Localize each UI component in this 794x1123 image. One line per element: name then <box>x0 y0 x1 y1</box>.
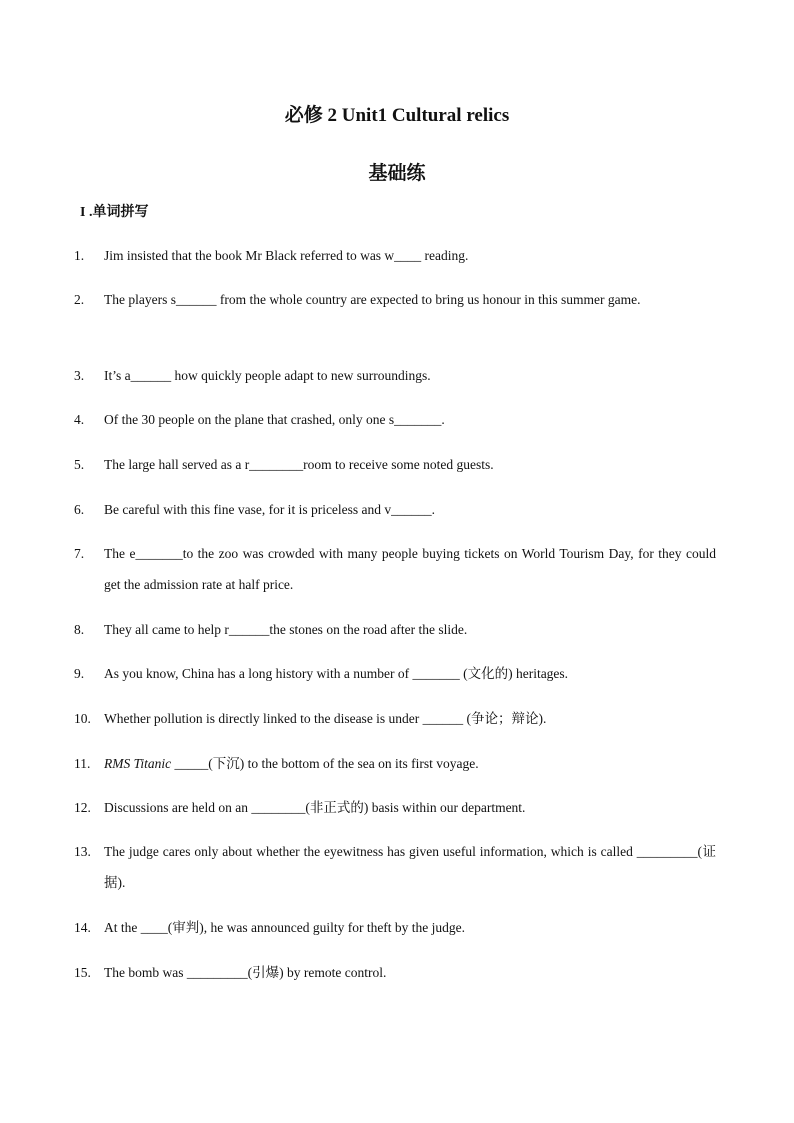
question-text-rest: _____(下沉) to the bottom of the sea on its first voyage. <box>171 756 479 771</box>
question-number: 14. <box>74 920 91 935</box>
question-9 <box>74 658 716 689</box>
question-11 <box>74 748 716 779</box>
question-1 <box>74 240 716 271</box>
question-2 <box>74 284 716 315</box>
question-number: 13. <box>74 844 91 859</box>
question-number: 2. <box>74 292 85 307</box>
question-number: 10. <box>74 711 91 726</box>
question-text: The players s______ from the whole country are expected to bring us honour in this summer game. <box>104 292 641 307</box>
question-text: The judge cares only about whether the eyewitness has given useful information, which is called _________(证据). <box>104 844 716 890</box>
question-text: As you know, China has a long history with a number of _______ (文化的) heritages. <box>104 666 569 681</box>
question-6 <box>74 494 716 525</box>
page-subtitle: 基础练 <box>368 163 426 184</box>
question-number: 3. <box>74 368 85 383</box>
question-10 <box>74 703 716 734</box>
question-text: The e_______to the zoo was crowded with many people buying tickets on World Tourism Day, for they could get the admission rate at half price. <box>104 546 716 592</box>
question-8 <box>74 614 716 645</box>
section-heading: I .单词拼写 <box>80 205 149 220</box>
question-number: 1. <box>74 248 85 263</box>
question-13 <box>74 836 716 898</box>
question-text: Discussions are held on an ________(非正式的) basis within our department. <box>104 800 526 815</box>
question-number: 9. <box>74 666 85 681</box>
question-text: Whether pollution is directly linked to the disease is under ______ (争论；辩论). <box>104 711 547 726</box>
question-number: 6. <box>74 502 85 517</box>
question-5 <box>74 449 716 480</box>
question-text <box>104 748 716 779</box>
question-number: 4. <box>74 412 85 427</box>
question-number: 5. <box>74 457 85 472</box>
question-number: 15. <box>74 965 91 980</box>
question-text: The large hall served as a r________room to receive some noted guests. <box>104 457 494 472</box>
question-4 <box>74 404 716 435</box>
question-3 <box>74 360 716 391</box>
question-text: They all came to help r______the stones on the road after the slide. <box>104 622 468 637</box>
question-text: Jim insisted that the book Mr Black referred to was w____ reading. <box>104 248 469 263</box>
question-12 <box>74 792 716 823</box>
question-15 <box>74 957 716 988</box>
question-number: 7. <box>74 546 85 561</box>
question-text: At the ____(审判), he was announced guilty for theft by the judge. <box>104 920 466 935</box>
question-7 <box>74 538 716 600</box>
question-text: It’s a______ how quickly people adapt to new surroundings. <box>104 368 431 383</box>
page-title: 必修 2 Unit1 Cultural relics <box>284 105 510 126</box>
question-14 <box>74 912 716 943</box>
question-text: Of the 30 people on the plane that crashed, only one s_______. <box>104 412 445 427</box>
question-number: 8. <box>74 622 85 637</box>
question-number: 11. <box>74 756 91 771</box>
question-text: The bomb was _________(引爆) by remote control. <box>104 965 387 980</box>
ship-name: RMS Titanic <box>104 756 172 771</box>
question-text: Be careful with this fine vase, for it is priceless and v______. <box>104 502 436 517</box>
question-number: 12. <box>74 800 91 815</box>
